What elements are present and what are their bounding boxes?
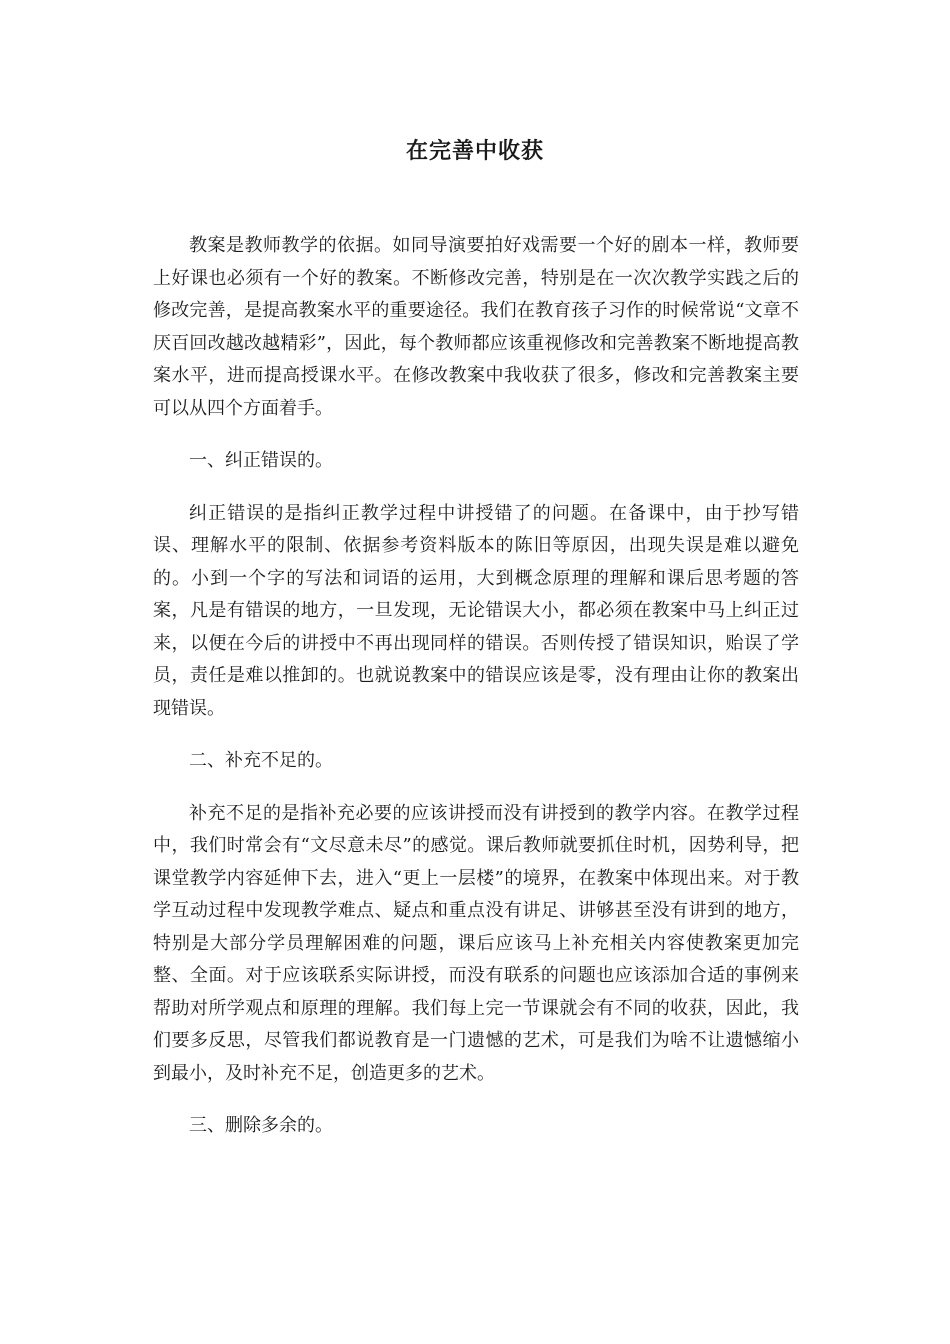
section-heading-3: 三、删除多余的。 — [189, 1115, 333, 1136]
paragraph-section-2: 补充不足的是指补充必要的应该讲授而没有讲授到的教学内容。在教学过程中，我们时常会有“文尽意未尽”的感觉。课后教师就要抓住时机，因势利导，把课堂教学内容延伸下去，进入“更上一层楼”的境界，在教案中体现出来。对于教学互动过程中发现教学难点、疑点和重点没有讲足、讲够甚至没有讲到的地方，特别是大部分学员理解困难的问题，课后应该马上补充相关内容使教案更加完整、全面。对于应该联系实际讲授，而没有联系的问题也应该添加合适的事例来帮助对所学观点和原理的理解。我们每上完一节课就会有不同的收获，因此，我们要多反思，尽管我们都说教育是一门遗憾的艺术，可是我们为啥不让遗憾缩小到最小，及时补充不足，创造更多的艺术。 — [153, 802, 799, 1084]
paragraph-section-1: 纠正错误的是指纠正教学过程中讲授错了的问题。在备课中，由于抄写错误、理解水平的限制、依据参考资料版本的陈旧等原因，出现失误是难以避免的。小到一个字的写法和词语的运用，大到概念原理的理解和课后思考题的答案，凡是有错误的地方，一旦发现，无论错误大小，都必须在教案中马上纠正过来，以便在今后的讲授中不再出现同样的错误。否则传授了错误知识，贻误了学员，责任是难以推卸的。也就说教案中的错误应该是零，没有理由让你的教案出现错误。 — [153, 502, 799, 719]
section-heading-2: 二、补充不足的。 — [189, 750, 333, 771]
paragraph-intro: 教案是教师教学的依据。如同导演要拍好戏需要一个好的剧本一样，教师要上好课也必须有一个好的教案。不断修改完善，特别是在一次次教学实践之后的修改完善，是提高教案水平的重要途径。我们在教育孩子习作的时候常说“文章不厌百回改越改越精彩”，因此，每个教师都应该重视修改和完善教案不断地提高教案水平，进而提高授课水平。在修改教案中我收获了很多，修改和完善教案主要可以从四个方面着手。 — [153, 235, 799, 419]
document-title: 在完善中收获 — [405, 138, 544, 164]
document-body — [153, 230, 799, 1163]
section-heading-1: 一、纠正错误的。 — [189, 450, 333, 471]
